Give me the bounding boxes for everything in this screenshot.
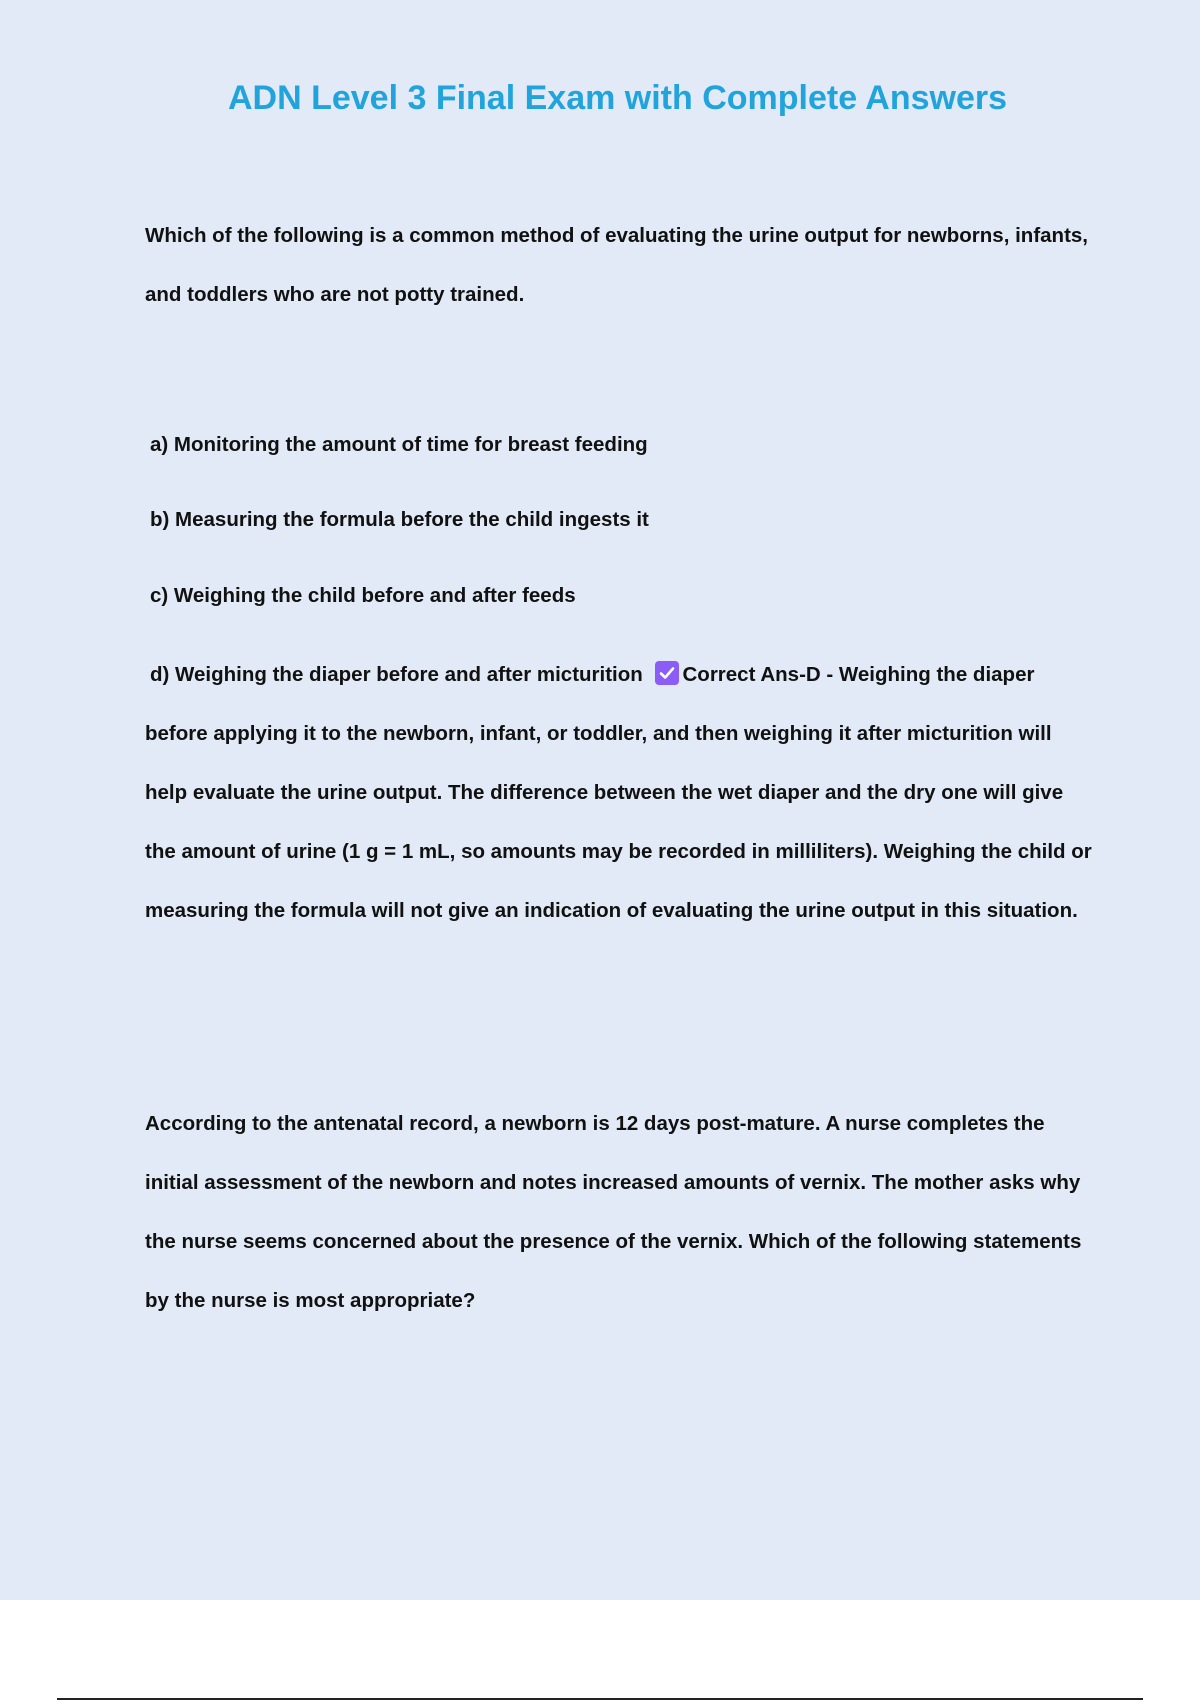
- question-1-answer-block: [145, 645, 1095, 940]
- question-2-text: According to the antenatal record, a newborn is 12 days post-mature. A nurse completes the initial assessment of the newborn and notes increased amounts of vernix. The mother asks why the nurse seems concerned about the presence of the vernix. Which of the following statements by the nurse is most appropriate?: [145, 1112, 1082, 1312]
- question-1-option-d: d) Weighing the diaper before and after micturition: [150, 663, 643, 686]
- question-1-answer-explanation: Correct Ans-D - Weighing the diaper before applying it to the newborn, infant, or toddler, and then weighing it after micturition will help evaluate the urine output. The difference between the wet diaper and the dry one will give the amount of urine (1 g = 1 mL, so amounts may be recorded in milliliters). Weighing the child or measuring the formula will not give an indication of evaluating the urine output in this situation.: [145, 663, 1092, 922]
- checkmark-icon: [655, 661, 679, 685]
- question-1-option-a: a) Monitoring the amount of time for breast feeding: [150, 433, 648, 456]
- question-1-option-b: b) Measuring the formula before the child ingests it: [150, 508, 649, 531]
- question-1-text: Which of the following is a common method of evaluating the urine output for newborns, infants, and toddlers who are not potty trained.: [145, 224, 1088, 306]
- document-title: ADN Level 3 Final Exam with Complete Answers: [227, 79, 1008, 117]
- question-1-option-c: c) Weighing the child before and after feeds: [150, 584, 576, 607]
